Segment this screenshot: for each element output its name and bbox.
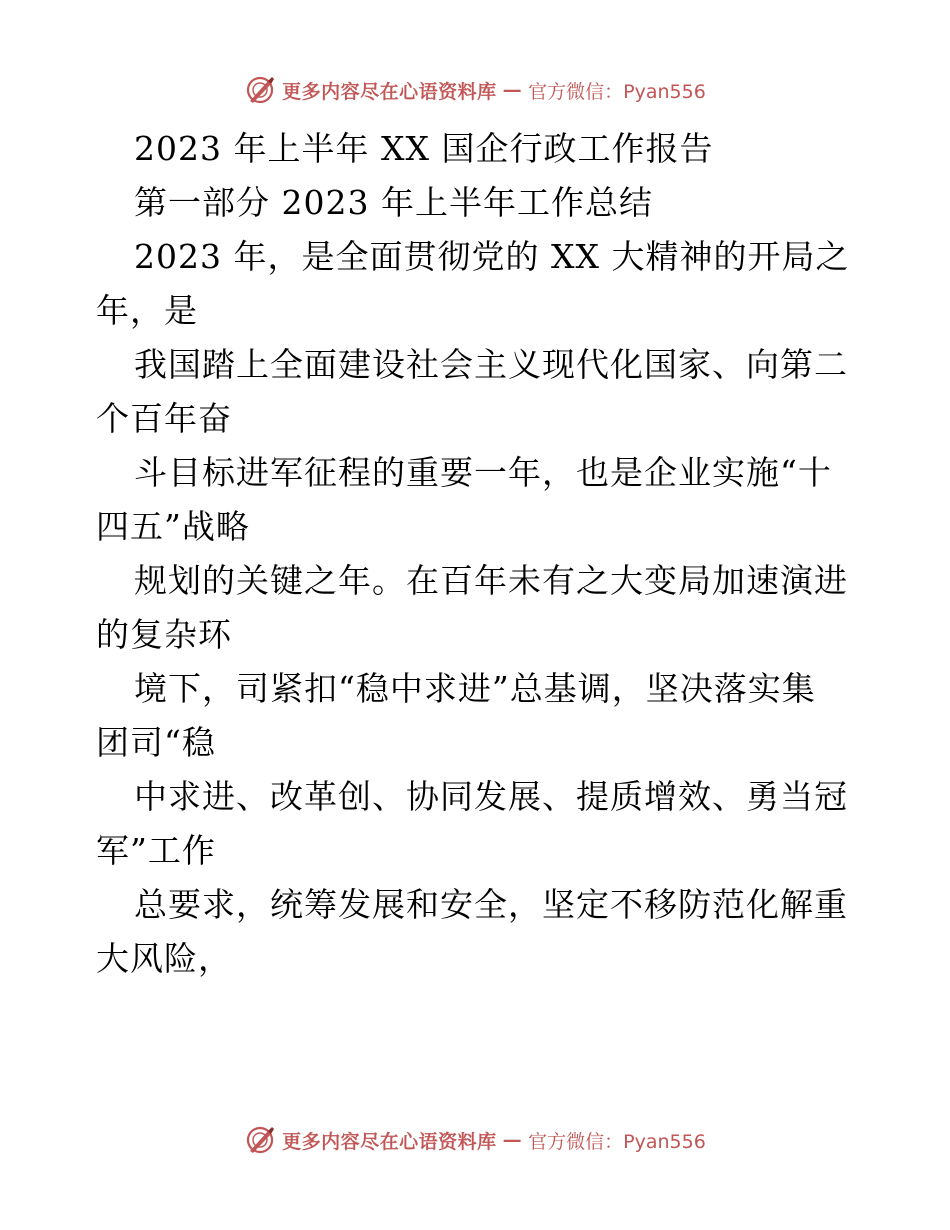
- pen-circle-icon: [244, 1124, 276, 1156]
- document-line: 斗目标进军征程的重要一年，也是企业实施“十: [134, 453, 832, 492]
- document-line: 第一部分 2023 年上半年工作总结: [134, 183, 653, 222]
- watermark-dash: —: [502, 79, 523, 101]
- document-line: 个百年奋: [96, 399, 232, 438]
- footer-watermark: [0, 1122, 950, 1158]
- watermark-wechat: 官方微信：Pyan556: [528, 1130, 706, 1153]
- document-line: 年，是: [96, 291, 198, 330]
- document-line: 境下，司紧扣“稳中求进”总基调，坚决落实集: [134, 669, 816, 708]
- watermark-dash: —: [502, 1129, 523, 1151]
- watermark-text: 更多内容尽在心语资料库: [282, 1130, 497, 1153]
- document-line: 规划的关键之年。在百年未有之大变局加速演进: [134, 561, 848, 600]
- document-line: 团司“稳: [96, 723, 216, 762]
- document-line: 军”工作: [96, 831, 216, 870]
- document-line: 2023 年，是全面贯彻党的 XX 大精神的开局之: [134, 237, 850, 276]
- pen-circle-icon: [244, 74, 276, 106]
- document-line: 总要求，统筹发展和安全，坚定不移防范化解重: [134, 885, 848, 924]
- header-watermark: [0, 72, 950, 108]
- document-line: 我国踏上全面建设社会主义现代化国家、向第二: [134, 345, 848, 384]
- document-line: 四五”战略: [96, 507, 250, 546]
- watermark-wechat: 官方微信：Pyan556: [528, 80, 706, 103]
- document-body: [96, 122, 856, 986]
- document-line: 中求进、改革创、协同发展、提质增效、勇当冠: [134, 777, 848, 816]
- watermark-text: 更多内容尽在心语资料库: [282, 80, 497, 103]
- document-line: 2023 年上半年 XX 国企行政工作报告: [134, 129, 714, 168]
- document-line: 的复杂环: [96, 615, 232, 654]
- document-line: 大风险，: [96, 939, 232, 978]
